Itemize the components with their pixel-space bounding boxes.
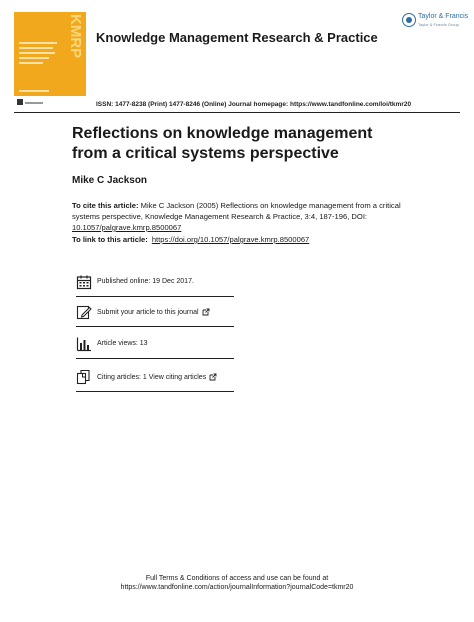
external-link-icon xyxy=(209,373,217,381)
terms-line: Full Terms & Conditions of access and use can be found at xyxy=(145,575,329,582)
bar-chart-icon xyxy=(76,336,92,352)
terms-footer xyxy=(0,574,474,592)
views-row xyxy=(76,334,234,358)
citation-doi-link[interactable]: 10.1057/palgrave.kmrp.8500067 xyxy=(72,223,182,232)
citing-divider xyxy=(76,391,234,392)
views-divider xyxy=(76,358,234,359)
citing-articles-link[interactable] xyxy=(97,373,217,381)
citation-block xyxy=(72,200,412,233)
article-doi-url[interactable]: https://doi.org/10.1057/palgrave.kmrp.8500067 xyxy=(151,235,310,244)
published-row xyxy=(76,272,234,296)
article-author: Mike C Jackson xyxy=(72,175,148,186)
citing-row[interactable] xyxy=(76,367,234,391)
cover-band xyxy=(19,90,49,92)
citing-articles-icon xyxy=(76,369,92,385)
submit-article-label: Submit your article to this journal xyxy=(97,308,199,316)
issn-line: ISSN: 1477-8238 (Print) 1477-8246 (Online) Journal homepage: https://www.tandfonline.com/loi/tkmr20 xyxy=(96,101,412,108)
journal-cover-image xyxy=(14,12,86,108)
citation-label: To cite this article: xyxy=(72,201,139,210)
citation-text: Mike C Jackson (2005) Reflections on knowledge management from a critical systems perspective, Knowledge Management Research & Practice, 3:4, 187-196, DOI: xyxy=(72,201,401,221)
taylor-francis-logo xyxy=(402,12,469,32)
publisher-subtitle: Taylor & Francis Group xyxy=(418,22,459,27)
journal-title: Knowledge Management Research & Practice xyxy=(96,30,378,45)
cover-publisher-icon xyxy=(17,99,23,105)
terms-url[interactable]: https://www.tandfonline.com/action/journalInformation?journalCode=tkmr20 xyxy=(120,584,354,591)
submit-article-link[interactable] xyxy=(97,308,210,316)
article-link-line xyxy=(72,235,309,244)
publisher-name: Taylor & Francis xyxy=(418,13,469,20)
calendar-icon xyxy=(76,274,92,290)
cover-kmrp-label: KMRP xyxy=(67,14,84,59)
article-link-label: To link to this article: xyxy=(72,235,148,244)
edit-icon xyxy=(76,304,92,320)
citing-articles-label: Citing articles: 1 View citing articles xyxy=(97,373,207,381)
published-divider xyxy=(76,296,234,297)
external-link-icon xyxy=(202,308,210,316)
article-views: Article views: 13 xyxy=(97,340,148,347)
published-date: Published online: 19 Dec 2017. xyxy=(97,278,194,285)
cover-publisher-text xyxy=(25,102,43,104)
taylor-francis-logo-icon xyxy=(402,13,416,27)
header-divider xyxy=(14,112,460,113)
submit-divider xyxy=(76,326,234,327)
cover-title-lines xyxy=(19,42,57,67)
article-title: Reflections on knowledge management from a critical systems perspective xyxy=(72,125,373,162)
cover-footer xyxy=(14,96,86,108)
submit-row[interactable] xyxy=(76,302,234,326)
